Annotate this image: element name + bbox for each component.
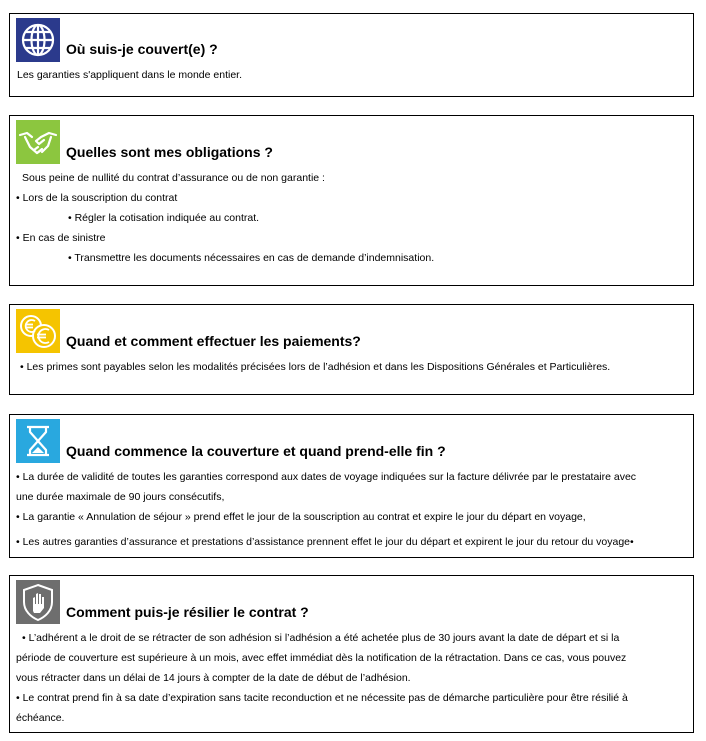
handshake-icon xyxy=(16,120,60,164)
section-title: Quand commence la couverture et quand prend-elle fin ? xyxy=(66,443,446,459)
section-text: Sous peine de nullité du contrat d’assurance ou de non garantie : xyxy=(22,172,325,184)
section-payments xyxy=(9,304,694,395)
globe-icon xyxy=(16,18,60,62)
section-text: • En cas de sinistre xyxy=(16,232,106,244)
euro-coins-icon xyxy=(16,309,60,353)
shield-hand-icon xyxy=(16,580,60,624)
section-coverage-area xyxy=(9,13,694,97)
section-termination xyxy=(9,575,694,733)
section-coverage-period xyxy=(9,414,694,558)
section-text: • Les autres garanties d’assurance et prestations d’assistance prennent effet le jour du départ et expirent le jour du retour du voyage• xyxy=(16,536,634,548)
section-text: • Transmettre les documents nécessaires en cas de demande d’indemnisation. xyxy=(68,252,435,264)
section-text: période de couverture est supérieure à un mois, avec effet immédiat dès la notification de la rétractation. Dans ce cas, vous pouvez xyxy=(16,652,627,664)
section-text: vous rétracter dans un délai de 14 jours à compter de la date de début de l’adhésion. xyxy=(16,672,411,684)
section-text: Les garanties s'appliquent dans le monde entier. xyxy=(17,69,242,81)
hourglass-icon xyxy=(16,419,60,463)
section-title: Quand et comment effectuer les paiements? xyxy=(66,333,361,349)
section-title: Comment puis-je résilier le contrat ? xyxy=(66,604,309,620)
section-obligations xyxy=(9,115,694,286)
section-text: • La garantie « Annulation de séjour » prend effet le jour de la souscription au contrat et expire le jour du départ en voyage, xyxy=(16,511,586,523)
section-text: • Lors de la souscription du contrat xyxy=(16,192,178,204)
section-text: • Le contrat prend fin à sa date d’expiration sans tacite reconduction et ne nécessite pas de démarche particulière pour être résilié à xyxy=(16,692,628,704)
section-text: une durée maximale de 90 jours consécutifs, xyxy=(16,491,225,503)
section-title: Où suis-je couvert(e) ? xyxy=(66,41,218,57)
section-title: Quelles sont mes obligations ? xyxy=(66,144,273,160)
section-text: • Régler la cotisation indiquée au contrat. xyxy=(68,212,260,224)
section-text: échéance. xyxy=(16,712,65,724)
section-text: • La durée de validité de toutes les garanties correspond aux dates de voyage indiquées sur la facture délivrée par le prestataire avec xyxy=(16,471,637,483)
section-text: • Les primes sont payables selon les modalités précisées lors de l’adhésion et dans les Dispositions Générales et Particulières. xyxy=(20,361,611,373)
section-text: • L’adhérent a le droit de se rétracter de son adhésion si l’adhésion a été achetée plus de 30 jours avant la date de départ et si la xyxy=(22,632,620,644)
